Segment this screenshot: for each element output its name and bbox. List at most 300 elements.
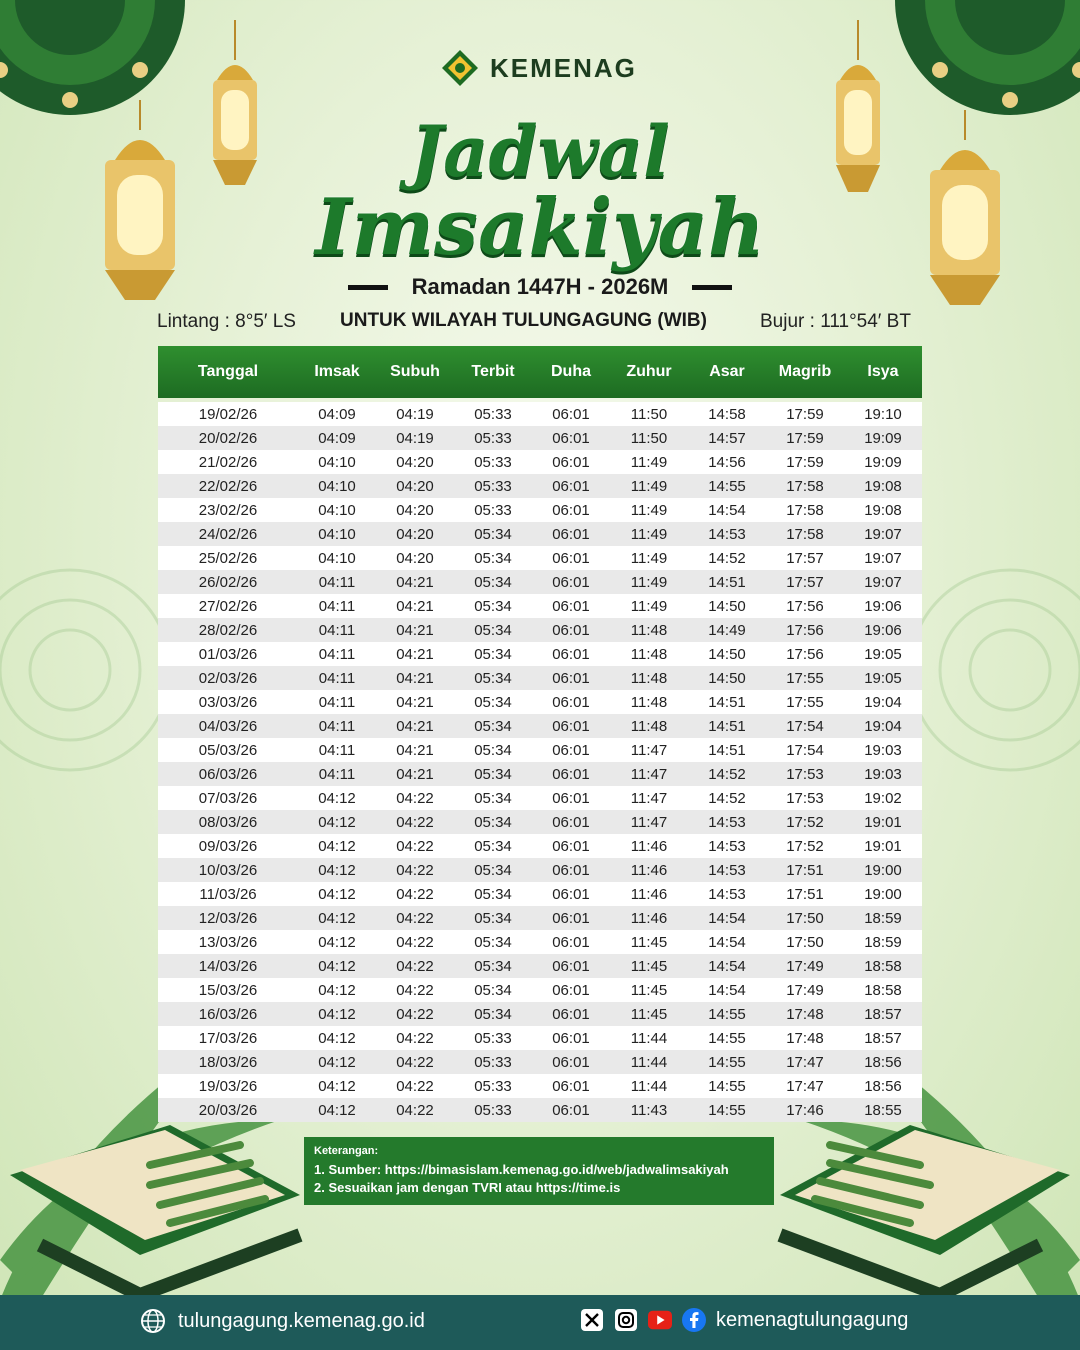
table-cell-imsak: 04:12 — [318, 837, 356, 855]
table-cell-imsak: 04:12 — [318, 1029, 356, 1047]
table-cell-terbit: 05:34 — [474, 741, 512, 759]
table-row — [158, 906, 922, 930]
quran-book-left — [0, 1115, 310, 1295]
table-row — [158, 426, 922, 450]
table-cell-duha: 06:01 — [552, 909, 590, 927]
table-cell-tanggal: 10/03/26 — [198, 861, 258, 879]
table-cell-magrib: 17:47 — [786, 1077, 824, 1095]
brand-header — [440, 46, 637, 90]
table-cell-subuh: 04:21 — [396, 597, 434, 615]
table-cell-imsak: 04:12 — [318, 1101, 356, 1119]
title-line-2: Imsakiyah — [315, 182, 765, 273]
table-cell-imsak: 04:12 — [318, 861, 356, 879]
schedule-table — [158, 346, 922, 1122]
table-cell-terbit: 05:34 — [474, 717, 512, 735]
table-cell-imsak: 04:10 — [318, 501, 356, 519]
table-cell-subuh: 04:22 — [396, 1029, 434, 1047]
table-cell-zuhur: 11:46 — [630, 909, 668, 927]
table-cell-duha: 06:01 — [552, 1005, 590, 1023]
table-cell-asar: 14:49 — [708, 621, 746, 639]
table-cell-subuh: 04:22 — [396, 1101, 434, 1119]
table-cell-isya: 19:09 — [864, 429, 902, 447]
table-cell-magrib: 17:47 — [786, 1053, 824, 1071]
table-cell-asar: 14:51 — [708, 717, 746, 735]
table-cell-tanggal: 18/03/26 — [198, 1053, 258, 1071]
table-cell-tanggal: 20/02/26 — [198, 429, 258, 447]
table-cell-tanggal: 20/03/26 — [198, 1101, 258, 1119]
table-cell-subuh: 04:20 — [396, 501, 434, 519]
subtitle-row — [0, 274, 1080, 300]
table-cell-duha: 06:01 — [552, 693, 590, 711]
column-header-imsak: Imsak — [314, 363, 360, 380]
table-cell-terbit: 05:34 — [474, 549, 512, 567]
table-cell-asar: 14:54 — [708, 501, 746, 519]
table-row — [158, 474, 922, 498]
table-row — [158, 714, 922, 738]
table-cell-subuh: 04:20 — [396, 477, 434, 495]
table-cell-subuh: 04:22 — [396, 1005, 434, 1023]
table-row — [158, 882, 922, 906]
table-cell-zuhur: 11:47 — [630, 741, 668, 759]
table-cell-isya: 18:55 — [864, 1101, 902, 1119]
table-cell-subuh: 04:22 — [396, 981, 434, 999]
table-cell-isya: 19:07 — [864, 573, 902, 591]
table-cell-isya: 18:58 — [864, 957, 902, 975]
table-cell-terbit: 05:34 — [474, 1005, 512, 1023]
table-row — [158, 1050, 922, 1074]
table-cell-asar: 14:56 — [708, 453, 746, 471]
table-cell-duha: 06:01 — [552, 429, 590, 447]
table-cell-tanggal: 23/02/26 — [198, 501, 258, 519]
table-cell-tanggal: 27/02/26 — [198, 597, 258, 615]
table-cell-duha: 06:01 — [552, 669, 590, 687]
region-label: UNTUK WILAYAH TULUNGAGUNG (WIB) — [340, 310, 707, 331]
table-cell-imsak: 04:11 — [318, 765, 356, 783]
table-cell-subuh: 04:19 — [396, 405, 434, 423]
table-cell-magrib: 17:48 — [786, 1005, 824, 1023]
table-cell-asar: 14:53 — [708, 885, 746, 903]
table-cell-duha: 06:01 — [552, 837, 590, 855]
table-cell-zuhur: 11:44 — [630, 1029, 668, 1047]
table-cell-isya: 19:00 — [864, 861, 902, 879]
table-cell-zuhur: 11:49 — [630, 477, 668, 495]
table-cell-magrib: 17:50 — [786, 909, 824, 927]
table-row — [158, 498, 922, 522]
table-row — [158, 810, 922, 834]
table-header — [158, 346, 922, 398]
table-cell-asar: 14:50 — [708, 669, 746, 687]
table-cell-duha: 06:01 — [552, 573, 590, 591]
table-row — [158, 1074, 922, 1098]
table-cell-asar: 14:50 — [708, 645, 746, 663]
table-cell-zuhur: 11:48 — [630, 621, 668, 639]
table-row — [158, 618, 922, 642]
table-cell-subuh: 04:21 — [396, 765, 434, 783]
table-cell-imsak: 04:11 — [318, 597, 356, 615]
table-cell-zuhur: 11:45 — [630, 981, 668, 999]
table-cell-magrib: 17:56 — [786, 645, 824, 663]
table-cell-imsak: 04:12 — [318, 885, 356, 903]
table-cell-tanggal: 19/03/26 — [198, 1077, 258, 1095]
table-cell-magrib: 17:58 — [786, 477, 824, 495]
table-cell-asar: 14:55 — [708, 1077, 746, 1095]
table-row — [158, 762, 922, 786]
table-cell-duha: 06:01 — [552, 765, 590, 783]
table-row — [158, 930, 922, 954]
table-cell-imsak: 04:11 — [318, 621, 356, 639]
table-cell-tanggal: 14/03/26 — [198, 957, 258, 975]
column-header-tanggal: Tanggal — [197, 363, 259, 380]
table-cell-isya: 19:02 — [864, 789, 902, 807]
table-cell-subuh: 04:19 — [396, 429, 434, 447]
table-cell-zuhur: 11:50 — [630, 429, 668, 447]
footer-website[interactable] — [140, 1308, 425, 1334]
table-cell-tanggal: 16/03/26 — [198, 1005, 258, 1023]
table-cell-duha: 06:01 — [552, 717, 590, 735]
table-cell-magrib: 17:57 — [786, 549, 824, 567]
subtitle: Ramadan 1447H - 2026M — [411, 274, 669, 299]
table-cell-terbit: 05:34 — [474, 645, 512, 663]
table-cell-zuhur: 11:48 — [630, 645, 668, 663]
table-row — [158, 1002, 922, 1026]
table-cell-duha: 06:01 — [552, 813, 590, 831]
table-cell-terbit: 05:33 — [474, 429, 512, 447]
table-cell-zuhur: 11:46 — [630, 885, 668, 903]
table-cell-duha: 06:01 — [552, 1077, 590, 1095]
table-cell-terbit: 05:34 — [474, 933, 512, 951]
table-cell-asar: 14:51 — [708, 573, 746, 591]
table-cell-imsak: 04:11 — [318, 669, 356, 687]
table-cell-tanggal: 08/03/26 — [198, 813, 258, 831]
table-cell-magrib: 17:57 — [786, 573, 824, 591]
table-cell-magrib: 17:56 — [786, 621, 824, 639]
table-cell-asar: 14:55 — [708, 477, 746, 495]
table-cell-subuh: 04:22 — [396, 909, 434, 927]
table-cell-duha: 06:01 — [552, 957, 590, 975]
table-cell-magrib: 17:49 — [786, 957, 824, 975]
table-cell-asar: 14:53 — [708, 837, 746, 855]
table-cell-terbit: 05:34 — [474, 789, 512, 807]
instagram-icon[interactable] — [614, 1308, 638, 1332]
table-cell-isya: 19:07 — [864, 525, 902, 543]
table-cell-asar: 14:51 — [708, 693, 746, 711]
table-cell-imsak: 04:10 — [318, 453, 356, 471]
table-cell-asar: 14:54 — [708, 933, 746, 951]
longitude-label: Bujur : 111°54′ BT — [760, 311, 911, 332]
table-cell-isya: 19:05 — [864, 669, 902, 687]
table-cell-tanggal: 01/03/26 — [198, 645, 258, 663]
table-cell-magrib: 17:55 — [786, 669, 824, 687]
table-cell-isya: 19:06 — [864, 597, 902, 615]
table-row — [158, 1098, 922, 1122]
table-cell-zuhur: 11:44 — [630, 1053, 668, 1071]
table-cell-asar: 14:53 — [708, 813, 746, 831]
table-cell-imsak: 04:12 — [318, 957, 356, 975]
table-cell-duha: 06:01 — [552, 741, 590, 759]
footer-bar — [0, 1295, 1080, 1350]
table-cell-zuhur: 11:48 — [630, 669, 668, 687]
table-cell-magrib: 17:48 — [786, 1029, 824, 1047]
table-cell-tanggal: 25/02/26 — [198, 549, 258, 567]
table-cell-magrib: 17:53 — [786, 789, 824, 807]
table-cell-asar: 14:51 — [708, 741, 746, 759]
table-cell-terbit: 05:34 — [474, 957, 512, 975]
table-cell-duha: 06:01 — [552, 501, 590, 519]
table-cell-subuh: 04:22 — [396, 813, 434, 831]
table-cell-isya: 19:00 — [864, 885, 902, 903]
column-header-asar: Asar — [709, 363, 745, 380]
table-row — [158, 978, 922, 1002]
table-cell-isya: 18:59 — [864, 933, 902, 951]
table-cell-zuhur: 11:46 — [630, 861, 668, 879]
table-cell-terbit: 05:33 — [474, 1053, 512, 1071]
table-cell-imsak: 04:10 — [318, 525, 356, 543]
table-cell-subuh: 04:21 — [396, 741, 434, 759]
table-cell-zuhur: 11:48 — [630, 693, 668, 711]
table-cell-tanggal: 05/03/26 — [198, 741, 258, 759]
table-cell-isya: 18:57 — [864, 1029, 902, 1047]
table-cell-tanggal: 24/02/26 — [198, 525, 258, 543]
table-cell-subuh: 04:21 — [396, 669, 434, 687]
table-cell-isya: 18:56 — [864, 1053, 902, 1071]
column-header-magrib: Magrib — [778, 363, 832, 380]
table-cell-terbit: 05:33 — [474, 1077, 512, 1095]
subtitle-dash-left — [348, 285, 388, 290]
table-cell-duha: 06:01 — [552, 621, 590, 639]
table-row — [158, 594, 922, 618]
table-cell-imsak: 04:10 — [318, 549, 356, 567]
table-cell-zuhur: 11:45 — [630, 957, 668, 975]
table-cell-duha: 06:01 — [552, 933, 590, 951]
table-cell-terbit: 05:34 — [474, 597, 512, 615]
website-url[interactable]: tulungagung.kemenag.go.id — [178, 1309, 425, 1332]
table-cell-imsak: 04:11 — [318, 573, 356, 591]
table-cell-tanggal: 06/03/26 — [198, 765, 258, 783]
table-cell-isya: 19:04 — [864, 717, 902, 735]
table-cell-zuhur: 11:47 — [630, 813, 668, 831]
table-cell-isya: 19:08 — [864, 501, 902, 519]
table-cell-zuhur: 11:44 — [630, 1077, 668, 1095]
table-cell-tanggal: 28/02/26 — [198, 621, 258, 639]
table-cell-terbit: 05:34 — [474, 621, 512, 639]
table-cell-terbit: 05:34 — [474, 525, 512, 543]
x-icon[interactable] — [580, 1308, 604, 1332]
table-cell-zuhur: 11:46 — [630, 837, 668, 855]
brand-name: KEMENAG — [490, 52, 637, 83]
table-cell-duha: 06:01 — [552, 861, 590, 879]
table-cell-magrib: 17:54 — [786, 741, 824, 759]
table-cell-subuh: 04:21 — [396, 573, 434, 591]
column-header-subuh: Subuh — [390, 363, 440, 380]
table-cell-imsak: 04:09 — [318, 429, 356, 447]
notes-title: Keterangan: — [314, 1145, 379, 1157]
youtube-icon[interactable] — [648, 1308, 672, 1332]
table-cell-asar: 14:55 — [708, 1029, 746, 1047]
table-row — [158, 546, 922, 570]
social-handle[interactable]: kemenagtulungagung — [716, 1308, 909, 1331]
subtitle-dash-right — [692, 285, 732, 290]
table-cell-tanggal: 21/02/26 — [198, 453, 258, 471]
table-cell-magrib: 17:59 — [786, 429, 824, 447]
table-cell-zuhur: 11:49 — [630, 453, 668, 471]
table-cell-imsak: 04:12 — [318, 933, 356, 951]
mandala-top-right — [870, 0, 1080, 120]
table-cell-tanggal: 07/03/26 — [198, 789, 258, 807]
table-row — [158, 642, 922, 666]
table-cell-asar: 14:54 — [708, 981, 746, 999]
table-cell-asar: 14:55 — [708, 1053, 746, 1071]
table-cell-duha: 06:01 — [552, 477, 590, 495]
table-cell-terbit: 05:34 — [474, 669, 512, 687]
table-cell-terbit: 05:34 — [474, 885, 512, 903]
table-cell-zuhur: 11:48 — [630, 717, 668, 735]
table-cell-subuh: 04:20 — [396, 525, 434, 543]
table-cell-asar: 14:54 — [708, 957, 746, 975]
table-cell-imsak: 04:11 — [318, 693, 356, 711]
table-row — [158, 954, 922, 978]
table-cell-asar: 14:58 — [708, 405, 746, 423]
table-cell-magrib: 17:51 — [786, 885, 824, 903]
table-cell-duha: 06:01 — [552, 1101, 590, 1119]
table-cell-zuhur: 11:49 — [630, 597, 668, 615]
table-cell-asar: 14:55 — [708, 1101, 746, 1119]
table-cell-terbit: 05:33 — [474, 1101, 512, 1119]
table-cell-asar: 14:53 — [708, 525, 746, 543]
table-cell-duha: 06:01 — [552, 525, 590, 543]
quran-book-right — [770, 1115, 1080, 1295]
table-cell-terbit: 05:34 — [474, 981, 512, 999]
table-row — [158, 402, 922, 426]
table-row — [158, 786, 922, 810]
table-cell-asar: 14:55 — [708, 1005, 746, 1023]
facebook-icon[interactable] — [682, 1308, 706, 1332]
table-cell-subuh: 04:22 — [396, 933, 434, 951]
table-cell-isya: 18:58 — [864, 981, 902, 999]
table-cell-magrib: 17:54 — [786, 717, 824, 735]
table-cell-subuh: 04:22 — [396, 1077, 434, 1095]
table-cell-subuh: 04:21 — [396, 621, 434, 639]
table-cell-isya: 19:03 — [864, 741, 902, 759]
table-cell-tanggal: 19/02/26 — [198, 405, 258, 423]
table-cell-magrib: 17:53 — [786, 765, 824, 783]
table-row — [158, 858, 922, 882]
table-cell-tanggal: 03/03/26 — [198, 693, 258, 711]
kemenag-logo-icon — [440, 48, 480, 88]
table-cell-zuhur: 11:45 — [630, 933, 668, 951]
table-cell-zuhur: 11:49 — [630, 573, 668, 591]
table-row — [158, 1026, 922, 1050]
table-cell-tanggal: 17/03/26 — [198, 1029, 258, 1047]
table-cell-terbit: 05:33 — [474, 453, 512, 471]
table-cell-subuh: 04:22 — [396, 885, 434, 903]
table-cell-imsak: 04:11 — [318, 741, 356, 759]
table-cell-duha: 06:01 — [552, 645, 590, 663]
table-cell-magrib: 17:52 — [786, 837, 824, 855]
table-cell-zuhur: 11:45 — [630, 1005, 668, 1023]
table-cell-tanggal: 09/03/26 — [198, 837, 258, 855]
column-header-isya: Isya — [867, 363, 899, 380]
table-cell-magrib: 17:46 — [786, 1101, 824, 1119]
table-cell-asar: 14:57 — [708, 429, 746, 447]
table-cell-magrib: 17:55 — [786, 693, 824, 711]
column-header-terbit: Terbit — [471, 363, 515, 380]
table-cell-magrib: 17:49 — [786, 981, 824, 999]
table-cell-subuh: 04:20 — [396, 549, 434, 567]
table-cell-isya: 19:10 — [864, 405, 902, 423]
table-cell-asar: 14:50 — [708, 597, 746, 615]
table-cell-isya: 19:08 — [864, 477, 902, 495]
table-cell-imsak: 04:10 — [318, 477, 356, 495]
footer-social — [580, 1308, 908, 1332]
table-cell-asar: 14:54 — [708, 909, 746, 927]
table-cell-duha: 06:01 — [552, 981, 590, 999]
table-cell-magrib: 17:59 — [786, 405, 824, 423]
table-cell-tanggal: 11/03/26 — [199, 885, 257, 903]
table-cell-terbit: 05:34 — [474, 765, 512, 783]
table-cell-imsak: 04:12 — [318, 813, 356, 831]
table-cell-duha: 06:01 — [552, 789, 590, 807]
table-cell-magrib: 17:52 — [786, 813, 824, 831]
table-cell-duha: 06:01 — [552, 885, 590, 903]
table-row — [158, 522, 922, 546]
table-row — [158, 690, 922, 714]
table-cell-asar: 14:53 — [708, 861, 746, 879]
table-cell-imsak: 04:12 — [318, 1005, 356, 1023]
globe-icon — [140, 1308, 166, 1334]
table-cell-subuh: 04:21 — [396, 645, 434, 663]
table-cell-isya: 18:56 — [864, 1077, 902, 1095]
table-body — [158, 402, 922, 1122]
table-cell-imsak: 04:12 — [318, 909, 356, 927]
table-row — [158, 666, 922, 690]
table-cell-tanggal: 04/03/26 — [198, 717, 258, 735]
table-cell-isya: 19:01 — [864, 837, 902, 855]
table-cell-imsak: 04:12 — [318, 981, 356, 999]
table-row — [158, 834, 922, 858]
table-cell-tanggal: 02/03/26 — [198, 669, 258, 687]
table-cell-terbit: 05:34 — [474, 813, 512, 831]
table-cell-subuh: 04:22 — [396, 957, 434, 975]
table-cell-magrib: 17:50 — [786, 933, 824, 951]
table-cell-isya: 19:06 — [864, 621, 902, 639]
table-cell-tanggal: 12/03/26 — [198, 909, 258, 927]
table-row — [158, 450, 922, 474]
table-cell-duha: 06:01 — [552, 549, 590, 567]
table-cell-tanggal: 22/02/26 — [198, 477, 258, 495]
table-cell-subuh: 04:22 — [396, 861, 434, 879]
table-cell-duha: 06:01 — [552, 405, 590, 423]
table-cell-duha: 06:01 — [552, 453, 590, 471]
table-cell-imsak: 04:12 — [318, 1053, 356, 1071]
table-cell-imsak: 04:12 — [318, 789, 356, 807]
table-cell-zuhur: 11:50 — [630, 405, 668, 423]
notes-item-time: 2. Sesuaikan jam dengan TVRI atau https://time.is — [314, 1180, 621, 1195]
table-cell-tanggal: 13/03/26 — [198, 933, 258, 951]
table-cell-terbit: 05:34 — [474, 909, 512, 927]
table-cell-asar: 14:52 — [708, 789, 746, 807]
table-cell-terbit: 05:34 — [474, 573, 512, 591]
latitude-label: Lintang : 8°5′ LS — [157, 311, 296, 332]
table-cell-imsak: 04:11 — [318, 645, 356, 663]
table-row — [158, 570, 922, 594]
title-line-1: Jadwal — [410, 110, 670, 193]
table-cell-terbit: 05:34 — [474, 693, 512, 711]
table-cell-magrib: 17:58 — [786, 501, 824, 519]
table-cell-isya: 19:05 — [864, 645, 902, 663]
table-cell-imsak: 04:11 — [318, 717, 356, 735]
table-cell-terbit: 05:34 — [474, 861, 512, 879]
table-cell-subuh: 04:22 — [396, 789, 434, 807]
